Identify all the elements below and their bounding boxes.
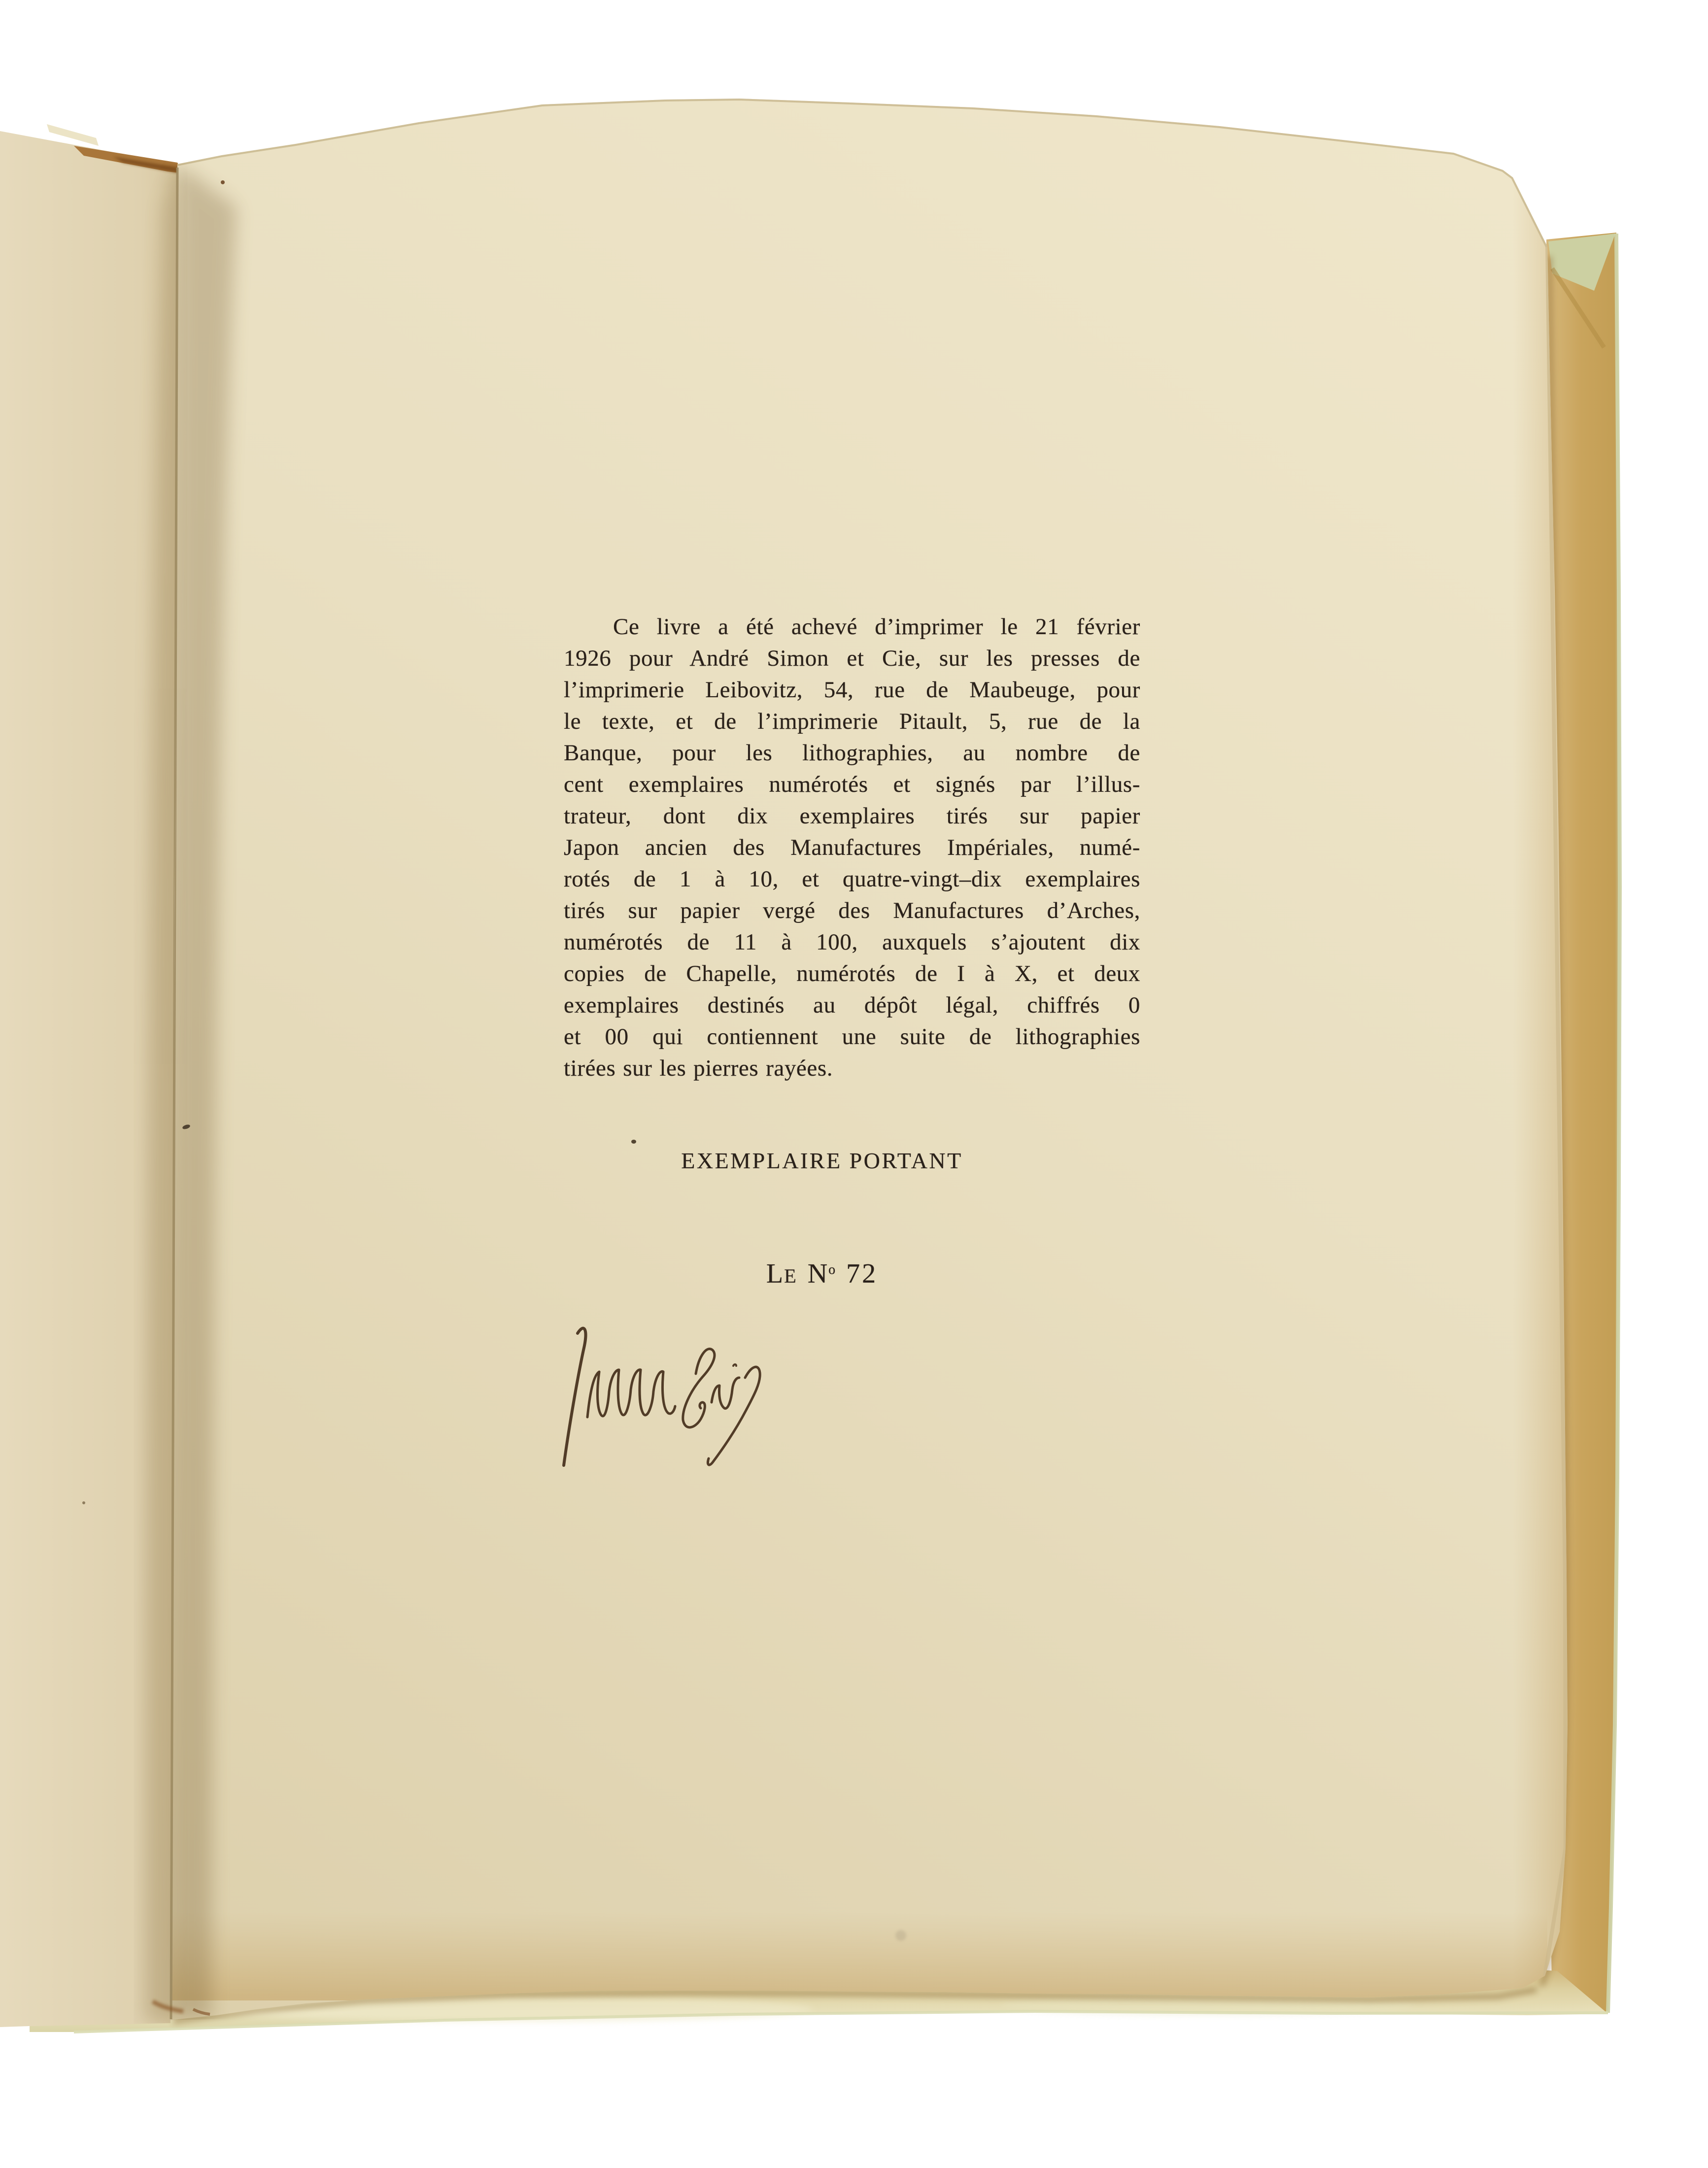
colophon-line: numérotés de 11 à 100, auxquels s’ajoutent dix xyxy=(564,929,1140,955)
colophon-line: le texte, et de l’imprimerie Pitault, 5, rue de la xyxy=(564,709,1140,734)
colophon-line: exemplaires destinés au dépôt légal, chiffrés 0 xyxy=(564,992,1140,1018)
colophon-line: Ce livre a été achevé d’imprimer le 21 février xyxy=(613,614,1140,640)
colophon-line: cent exemplaires numérotés et signés par l’illus- xyxy=(564,772,1140,797)
copy-number-le: LE xyxy=(766,1258,797,1289)
colophon-line: rotés de 1 à 10, et quatre-vingt–dix exemplaires xyxy=(564,866,1140,892)
copy-number-line xyxy=(566,1260,1078,1287)
colophon-line: et 00 qui contiennent une suite de lithographies xyxy=(564,1024,1140,1050)
colophon-line: tirés sur papier vergé des Manufactures d’Arches, xyxy=(564,898,1140,923)
copy-number-no: $N^o$ xyxy=(807,1258,836,1289)
exemplaire-heading: EXEMPLAIRE PORTANT xyxy=(681,1148,963,1173)
colophon-line: Banque, pour les lithographies, au nombre de xyxy=(564,740,1140,766)
colophon-line: 1926 pour André Simon et Cie, sur les presses de xyxy=(564,645,1140,671)
colophon-text-block xyxy=(564,611,1140,1084)
colophon-line: trateur, dont dix exemplaires tirés sur papier xyxy=(564,803,1140,829)
copy-number-value: 72 xyxy=(846,1258,878,1289)
colophon-line: Japon ancien des Manufactures Impériales, numé- xyxy=(564,835,1140,860)
colophon-line: tirées sur les pierres rayées. xyxy=(564,1055,833,1081)
colophon-line: copies de Chapelle, numérotés de I à X, et deux xyxy=(564,961,1140,986)
colophon-line: l’imprimerie Leibovitz, 54, rue de Maubeuge, pour xyxy=(564,677,1140,703)
